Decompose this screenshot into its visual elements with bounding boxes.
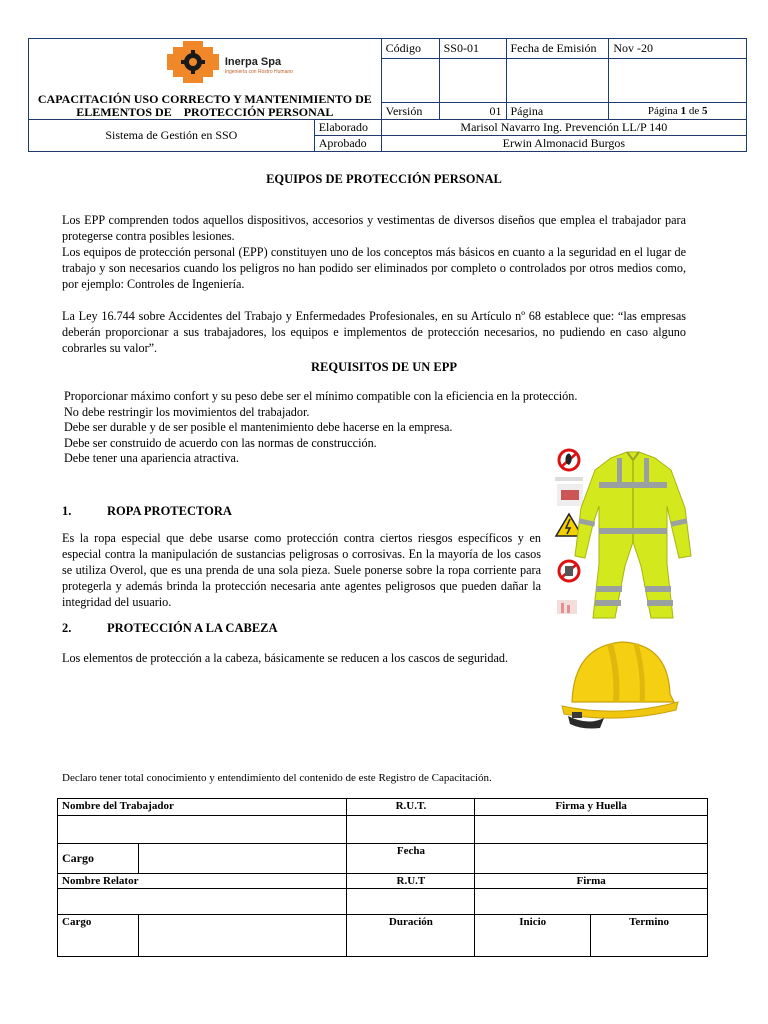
page-indicator: [609, 103, 747, 120]
page-indicator-text: Página: [647, 105, 678, 117]
inerpa-logo-icon: [75, 39, 335, 91]
system-name: Sistema de Gestión en SSO: [29, 120, 315, 152]
logo-title-cell: [29, 39, 382, 120]
version-value: 01: [439, 103, 506, 120]
fecha-emision-label: Fecha de Emisión: [506, 39, 609, 59]
title-line-1: CAPACITACIÓN USO CORRECTO Y MANTENIMIENTO DE: [37, 92, 372, 106]
section-1-title: ROPA PROTECTORA: [107, 504, 232, 518]
page-current: 1: [680, 105, 687, 117]
registro-table: [57, 798, 708, 957]
cargo-relator-label: Cargo: [58, 915, 139, 957]
cargo-field[interactable]: [138, 844, 347, 874]
section-1-number: 1.: [62, 504, 72, 518]
fecha-field[interactable]: [475, 844, 708, 874]
requisitos-title: REQUISITOS DE UN EPP: [311, 360, 457, 374]
nombre-trabajador-header: Nombre del Trabajador: [58, 799, 347, 816]
rut-relator-header: R.U.T: [347, 874, 475, 889]
elaborado-label: Elaborado: [314, 120, 381, 136]
section-2-number: 2.: [62, 621, 72, 635]
rut-header: R.U.T.: [347, 799, 475, 816]
intro-section: [62, 212, 686, 356]
intro-paragraph-3: La Ley 16.744 sobre Accidentes del Trabajo y Enfermedades Profesionales, en su Artículo nº 68 establece que: “las empresas deberán proporcionar a sus trabajadores, los equipos e implementos de protección necesarios, no pudiendo en caso alguno cobrarles su valor”.: [62, 309, 686, 355]
duracion-label: Duración: [347, 915, 475, 957]
version-label: Versión: [381, 103, 439, 120]
nombre-trabajador-field[interactable]: [58, 816, 347, 844]
protective-overall-image: [553, 446, 695, 620]
requisito-item: Debe tener una apariencia atractiva.: [64, 451, 239, 465]
intro-paragraph-2: Los equipos de protección personal (EPP) constituyen uno de los conceptos más básicos en cuanto a la seguridad en el lugar de trabajo y son necesarios cuando los peligros no han podido ser eliminados por completo o controlados por otros medios como, por ejemplo: Controles de Ingeniería.: [62, 245, 686, 291]
company-logo: [75, 39, 335, 91]
inicio-label: Inicio: [475, 915, 591, 957]
logo-name: Inerpa Spa: [224, 56, 282, 68]
requisito-item: Debe ser construido de acuerdo con las normas de construcción.: [64, 435, 377, 450]
nombre-relator-header: Nombre Relator: [58, 874, 347, 889]
fecha-emision-value: Nov -20: [609, 39, 747, 59]
fecha-label: Fecha: [347, 844, 475, 874]
cargo-label: Cargo: [58, 844, 139, 874]
firma-huella-field[interactable]: [475, 816, 708, 844]
firma-relator-header: Firma: [475, 874, 708, 889]
document-header: [28, 38, 747, 152]
elaborado-value: Marisol Navarro Ing. Prevención LL/P 140: [381, 120, 746, 136]
intro-paragraph-1: Los EPP comprenden todos aquellos dispositivos, accesorios y vestimentas de diversos diseños que emplea el trabajador para protegerse contra posibles lesiones.: [62, 213, 686, 243]
hard-hat-icon: [558, 632, 682, 736]
title-line-2: ELEMENTOS DE PROTECCIÓN PERSONAL: [76, 105, 334, 119]
termino-label: Termino: [591, 915, 708, 957]
document-title: [29, 93, 381, 119]
declaration-text: Declaro tener total conocimiento y entendimiento del contenido de este Registro de Capacitación.: [62, 772, 492, 784]
pagina-label: Página: [506, 103, 609, 120]
section-2-title: PROTECCIÓN A LA CABEZA: [107, 621, 278, 635]
page-total: 5: [701, 105, 708, 117]
firma-huella-header: Firma y Huella: [475, 799, 708, 816]
logo-tagline: Ingeniería con Rostro Humano: [224, 69, 293, 75]
main-title: EQUIPOS DE PROTECCIÓN PERSONAL: [266, 172, 502, 186]
codigo-value: SS0-01: [439, 39, 506, 59]
section-2-text: Los elementos de protección a la cabeza, básicamente se reducen a los cascos de seguridad.: [62, 651, 508, 665]
section-1-text: Es la ropa especial que debe usarse como protección contra ciertos riesgos específicos y en especial contra la manipulación de sustancias peligrosas o corrosivas. En la mayoría de los casos se utiliza Overol, que es una prenda de una sola pieza. Suele ponerse sobre la ropa corriente para protegerla y además brinda la protección necesaria ante agentes peligrosos que pueden dañar la integridad del usuario.: [62, 531, 541, 609]
cargo-relator-field[interactable]: [138, 915, 347, 957]
page-of: de: [688, 105, 700, 117]
firma-relator-field[interactable]: [475, 889, 708, 915]
rut-relator-field[interactable]: [347, 889, 475, 915]
nombre-relator-field[interactable]: [58, 889, 347, 915]
rut-field[interactable]: [347, 816, 475, 844]
codigo-label: Código: [381, 39, 439, 59]
requisito-item: Proporcionar máximo confort y su peso debe ser el mínimo compatible con la eficiencia en la protección.: [64, 389, 578, 403]
requisito-item: No debe restringir los movimientos del trabajador.: [64, 404, 310, 419]
aprobado-value: Erwin Almonacid Burgos: [381, 136, 746, 152]
aprobado-label: Aprobado: [314, 136, 381, 152]
requisito-item: Debe ser durable y de ser posible el mantenimiento debe hacerse en la empresa.: [64, 420, 453, 434]
